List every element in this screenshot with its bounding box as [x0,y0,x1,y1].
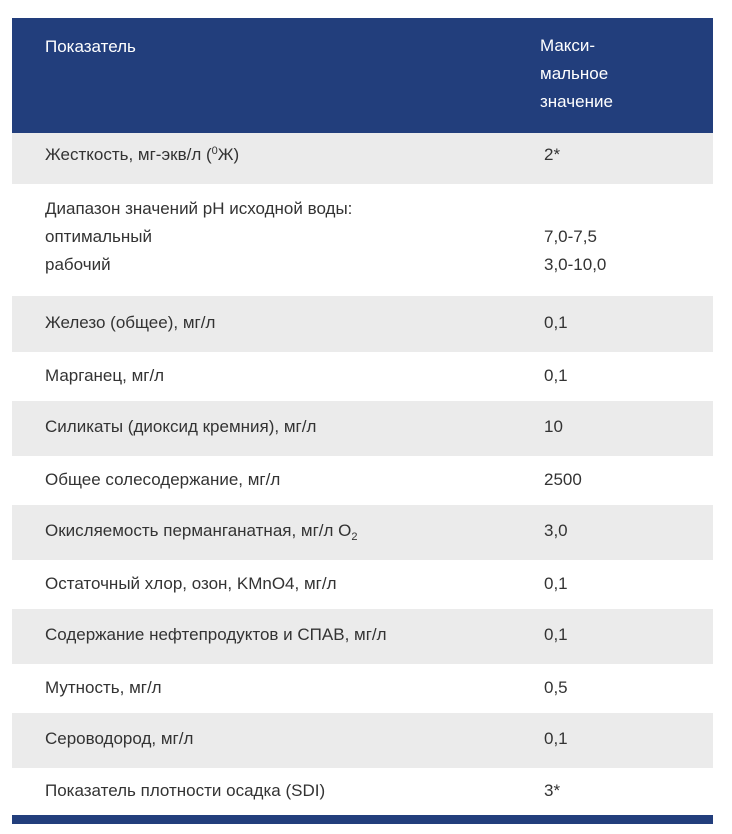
row-label: Общее солесодержание, мг/л [45,470,281,489]
row-value: 3* [544,781,561,800]
header-max-value [540,32,613,116]
row-value: 0,1 [544,729,568,748]
row-value: 0,1 [544,625,568,644]
row-value: 3,0 [544,521,568,540]
table-bottom-border [12,815,713,824]
row-value: 10 [544,417,563,436]
header-max-value-line-3: значение [540,92,613,111]
row-label: Остаточный хлор, озон, KMnO4, мг/л [45,574,337,593]
water-quality-table [12,18,713,824]
row-value: 2500 [544,470,582,489]
header-indicator: Показатель [45,37,136,56]
table-row [12,505,713,560]
table-row [12,401,713,456]
ph-optimal-value: 7,0-7,5 [544,227,597,246]
table-row [12,609,713,664]
table-header [12,18,713,133]
table-row [12,713,713,768]
table-row [12,664,713,713]
row-label: Марганец, мг/л [45,366,165,385]
table-row [12,184,713,296]
row-value: 0,1 [544,366,568,385]
table-row [12,352,713,401]
row-value: 2* [544,145,561,164]
row-value: 0,5 [544,678,568,697]
ph-working-label: рабочий [45,255,111,274]
row-label: Показатель плотности осадка (SDI) [45,781,326,800]
header-max-value-line-2: мальное [540,64,609,83]
row-label: Окисляемость перманганатная, мг/л $O_2$ [45,521,358,543]
header-max-value-line-1: Макси- [540,36,596,55]
row-label: Содержание нефтепродуктов и СПАВ, мг/л [45,625,387,644]
row-value: 0,1 [544,313,568,332]
table-row [12,560,713,609]
table-row [12,768,713,815]
row-value: 0,1 [544,574,568,593]
row-label: Силикаты (диоксид кремния), мг/л [45,417,317,436]
row-label: Сероводород, мг/л [45,729,194,748]
ph-working-value: 3,0-10,0 [544,255,607,274]
ph-title: Диапазон значений pH исходной воды: [45,199,353,218]
row-label [45,195,352,279]
table-row [12,133,713,184]
table-row [12,456,713,505]
ph-optimal-label: оптимальный [45,227,152,246]
row-label: Мутность, мг/л [45,678,162,697]
row-label: Жесткость, мг-экв/л ($^0$Ж) [45,145,240,164]
table-row [12,296,713,352]
row-label: Железо (общее), мг/л [45,313,216,332]
row-value [544,223,606,279]
